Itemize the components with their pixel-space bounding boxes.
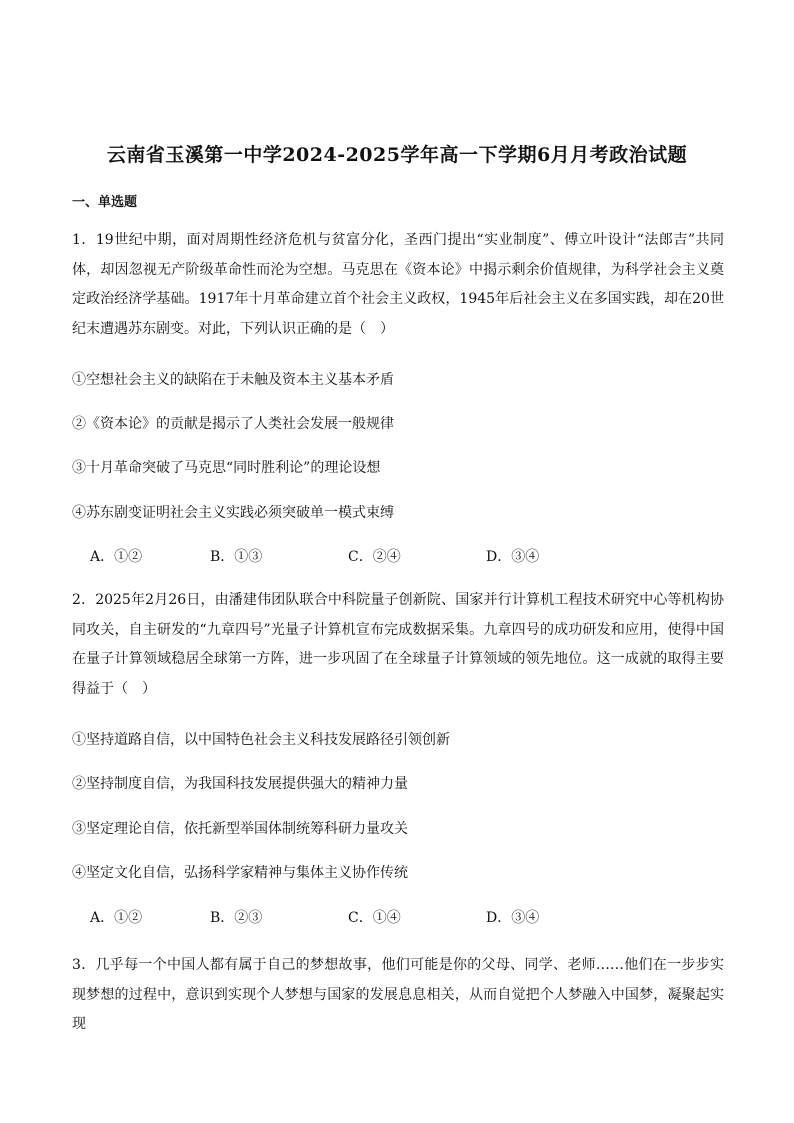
question-1-stem: 1．19世纪中期，面对周期性经济危机与贫富分化，圣西门提出“实业制度”、傅立叶设计“法郎吉”共同体，却因忽视无产阶级革命性而沦为空想。马克思在《资本论》中揭示剩余价值规律，为科学社会主义奠定政治经济学基础。1917年十月革命建立首个社会主义政权，1945年后社会主义在多国实践，却在20世纪末遭遇苏东剧变。对此，下列认识正确的是（ ）: [72, 232, 724, 337]
question-2-choice-c: C．①④: [348, 910, 401, 926]
question-2-stem: 2．2025年2月26日，由潘建伟团队联合中科院量子创新院、国家并行计算机工程技术研究中心等机构协同攻关，自主研发的“九章四号”光量子计算机宣布完成数据采集。九章四号的成功研发和应用，使得中国在量子计算领域稳居全球第一方阵，进一步巩固了在全球量子计算领域的领先地位。这一成就的取得主要得益于（ ）: [72, 592, 724, 697]
question-2-choice-b: B．②③: [210, 910, 263, 926]
question-1-choice-b: B．①③: [210, 549, 263, 565]
question-2-option-2: ②坚持制度自信，为我国科技发展提供强大的精神力量: [72, 776, 408, 792]
question-1-option-4: ④苏东剧变证明社会主义实践必须突破单一模式束缚: [72, 505, 394, 521]
question-3-stem: 3．几乎每一个中国人都有属于自己的梦想故事，他们可能是你的父母、同学、老师……他们在一步步实现梦想的过程中，意识到实现个人梦想与国家的发展息息相关，从而自觉把个人梦融入中国梦，凝聚起实现: [72, 957, 724, 1032]
question-1-option-3: ③十月革命突破了马克思“同时胜利论”的理论设想: [72, 460, 381, 476]
question-2-option-4: ④坚定文化自信，弘扬科学家精神与集体主义协作传统: [72, 865, 408, 881]
question-1-option-1: ①空想社会主义的缺陷在于未触及资本主义基本矛盾: [72, 372, 394, 388]
page-title: 云南省玉溪第一中学2024-2025学年高一下学期6月月考政治试题: [106, 144, 688, 166]
question-1-option-2: ②《资本论》的贡献是揭示了人类社会发展一般规律: [72, 416, 394, 432]
question-2-choice-d: D．③④: [486, 910, 540, 926]
question-1-choice-d: D．③④: [486, 549, 540, 565]
question-1-choice-a: A．①②: [90, 549, 143, 565]
question-2-option-3: ③坚定理论自信，依托新型举国体制统筹科研力量攻关: [72, 821, 408, 837]
question-2-option-1: ①坚持道路自信，以中国特色社会主义科技发展路径引领创新: [72, 732, 450, 748]
question-2-choice-a: A．①②: [90, 910, 143, 926]
section-heading: 一、单选题: [72, 195, 138, 210]
question-1-choice-c: C．②④: [348, 549, 401, 565]
